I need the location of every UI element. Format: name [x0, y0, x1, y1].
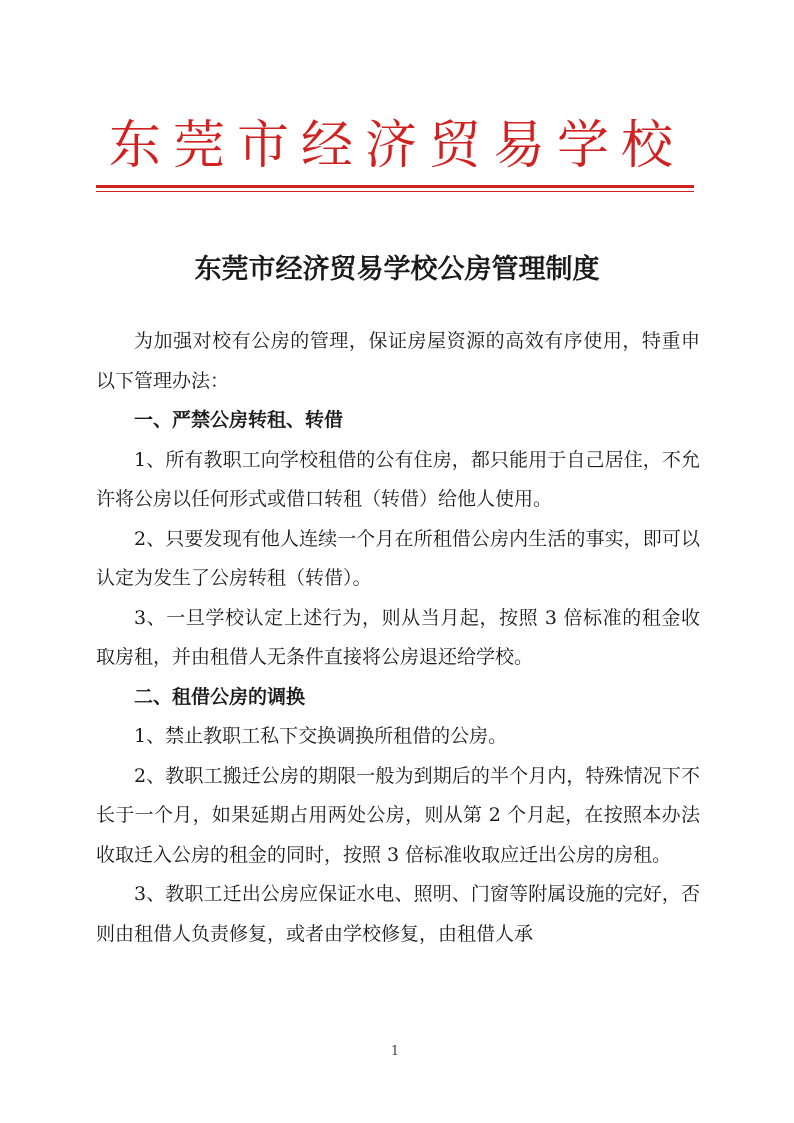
letterhead-title: 东莞市经济贸易学校: [108, 116, 685, 176]
clause-2-1: 1、禁止教职工私下交换调换所租借的公房。: [134, 725, 508, 747]
clause-1-1: 1、所有教职工向学校租借的公有住房，都只能用于自己居住，不允许将公房以任何形式或借口转租（转借）给他人使用。: [96, 448, 700, 510]
clause-1-2: 2、只要发现有他人连续一个月在所租借公房内生活的事实，即可以认定为发生了公房转租（转借）。: [96, 527, 700, 589]
section-heading-2: 二、租借公房的调换: [134, 685, 306, 708]
section-heading-1: 一、严禁公房转租、转借: [134, 409, 344, 431]
document-body: [96, 322, 700, 954]
clause-2-3: 3、教职工迁出公房应保证水电、照明、门窗等附属设施的完好，否则由租借人负责修复，或者由学校修复，由租借人承: [96, 883, 700, 945]
letterhead-rule-thin: [96, 191, 694, 192]
clause-1-3: 3、一旦学校认定上述行为，则从当月起，按照 3 倍标准的租金收取房租，并由租借人无条件直接将公房退还给学校。: [96, 606, 700, 668]
letterhead-rule-thick: [96, 185, 694, 188]
document-title: 东莞市经济贸易学校公房管理制度: [194, 254, 600, 285]
paragraph-intro: 为加强对校有公房的管理，保证房屋资源的高效有序使用，特重申以下管理办法：: [96, 330, 700, 392]
clause-2-2: 2、教职工搬迁公房的期限一般为到期后的半个月内，特殊情况下不长于一个月，如果延期占用两处公房，则从第 2 个月起，在按照本办法收取迁入公房的租金的同时，按照 3 倍标准收取应迁出公房的房租。: [96, 764, 700, 866]
page-number: 1: [390, 1044, 400, 1059]
